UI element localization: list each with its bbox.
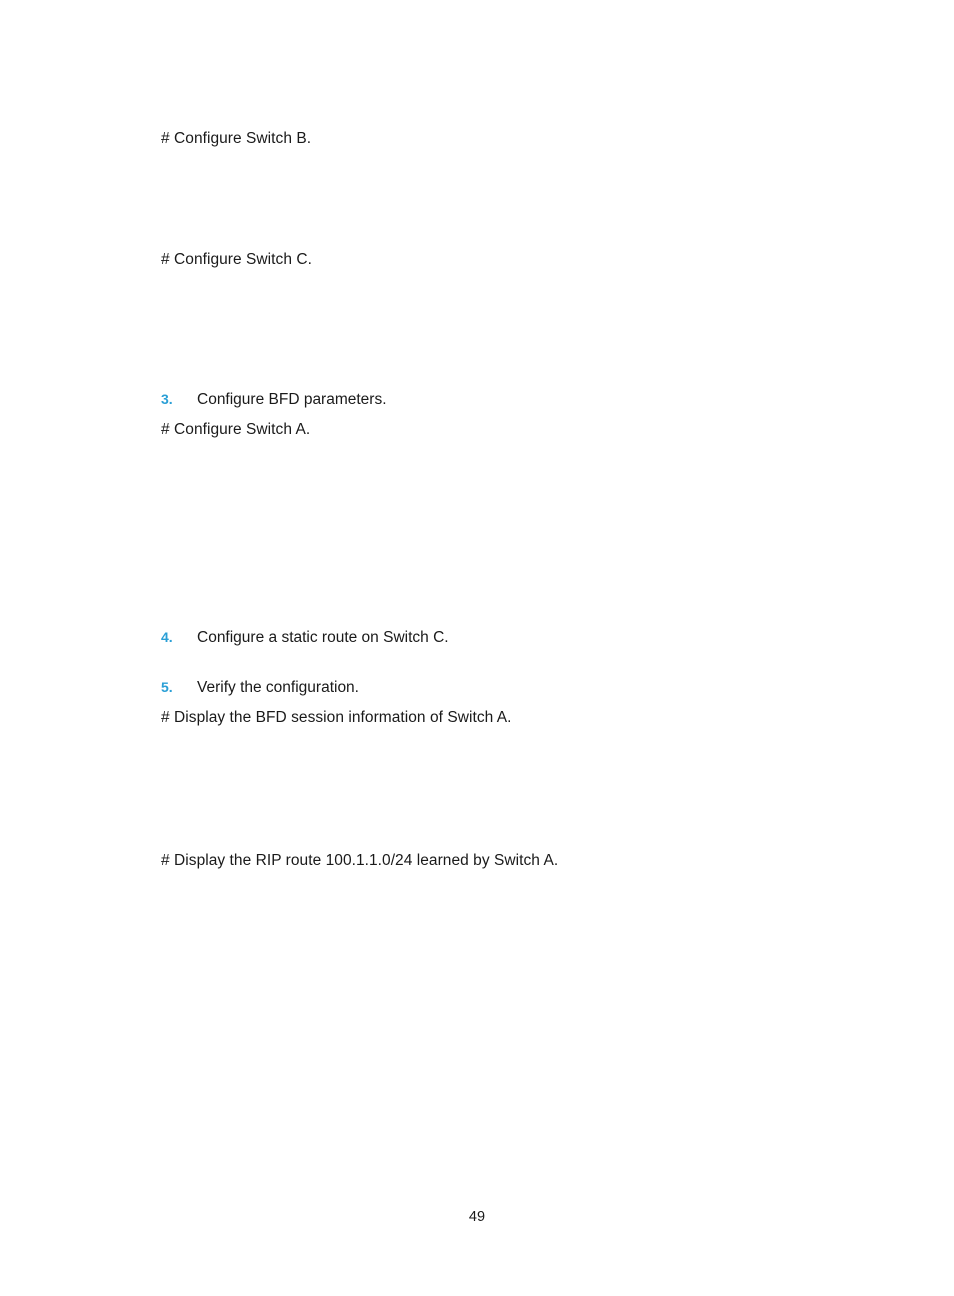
step-verify-configuration [161,677,359,698]
step-text: Configure a static route on Switch C. [197,629,449,646]
step-number: 5. [161,679,173,695]
comment-configure-switch-c: # Configure Switch C. [161,251,312,268]
step-configure-bfd [161,389,387,410]
step-text: Configure BFD parameters. [197,391,387,408]
comment-configure-switch-a: # Configure Switch A. [161,421,311,438]
comment-display-rip-route: # Display the RIP route 100.1.1.0/24 learned by Switch A. [161,852,559,869]
comment-configure-switch-b: # Configure Switch B. [161,130,312,147]
step-number: 4. [161,629,173,645]
step-configure-static-route [161,627,449,648]
page-number: 49 [468,1209,486,1225]
step-text: Verify the configuration. [197,679,359,696]
comment-display-bfd-session: # Display the BFD session information of Switch A. [161,709,512,726]
step-number: 3. [161,391,173,407]
